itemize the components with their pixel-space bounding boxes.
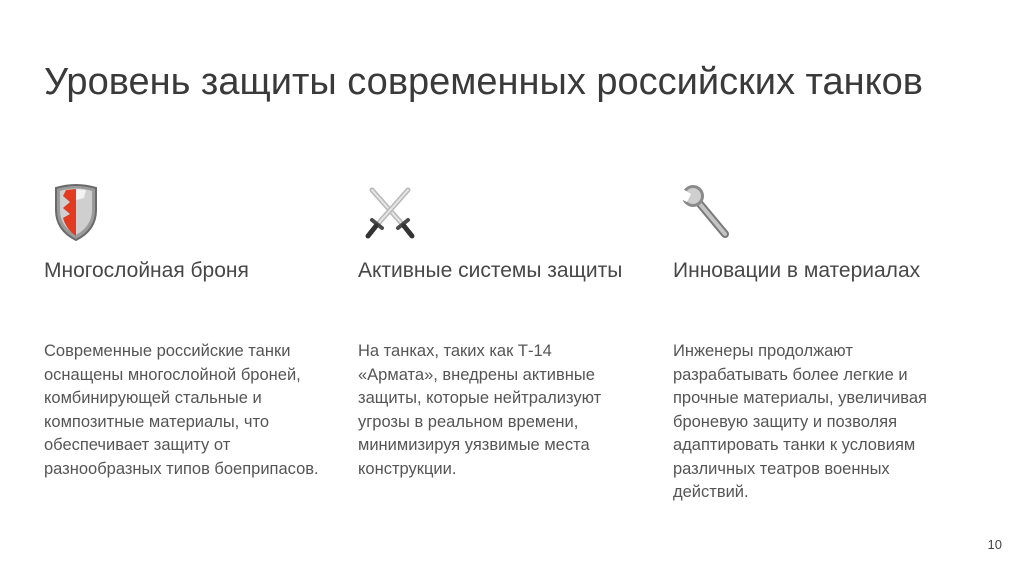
feature-heading: Инновации в материалах	[673, 259, 921, 282]
wrench-icon	[677, 180, 733, 244]
feature-description: Инженеры продолжают разрабатывать более легкие и прочные материалы, увеличивая броневую защиту и позволяя адаптировать танки к условиям различных театров военных действий.	[673, 342, 927, 501]
feature-heading: Активные системы защиты	[358, 259, 623, 282]
feature-description: На танках, таких как Т-14 «Армата», внедрены активные защиты, которые нейтрализуют угрозы в реальном времени, минимизируя уязвимые места конструкции.	[358, 342, 602, 478]
feature-heading: Многослойная броня	[44, 259, 249, 282]
feature-column-armor	[44, 180, 324, 481]
page-number: 10	[987, 537, 1002, 552]
feature-column-active-protection	[358, 180, 638, 481]
feature-description: Современные российские танки оснащены многослойной броней, комбинирующей стальные и композитные материалы, что обеспечивает защиту от разнообразных типов боеприпасов.	[44, 342, 319, 478]
slide-title: Уровень защиты современных российских танков	[44, 61, 923, 103]
feature-column-materials	[673, 180, 953, 505]
shield-icon	[48, 180, 104, 244]
crossed-swords-icon	[362, 180, 418, 244]
